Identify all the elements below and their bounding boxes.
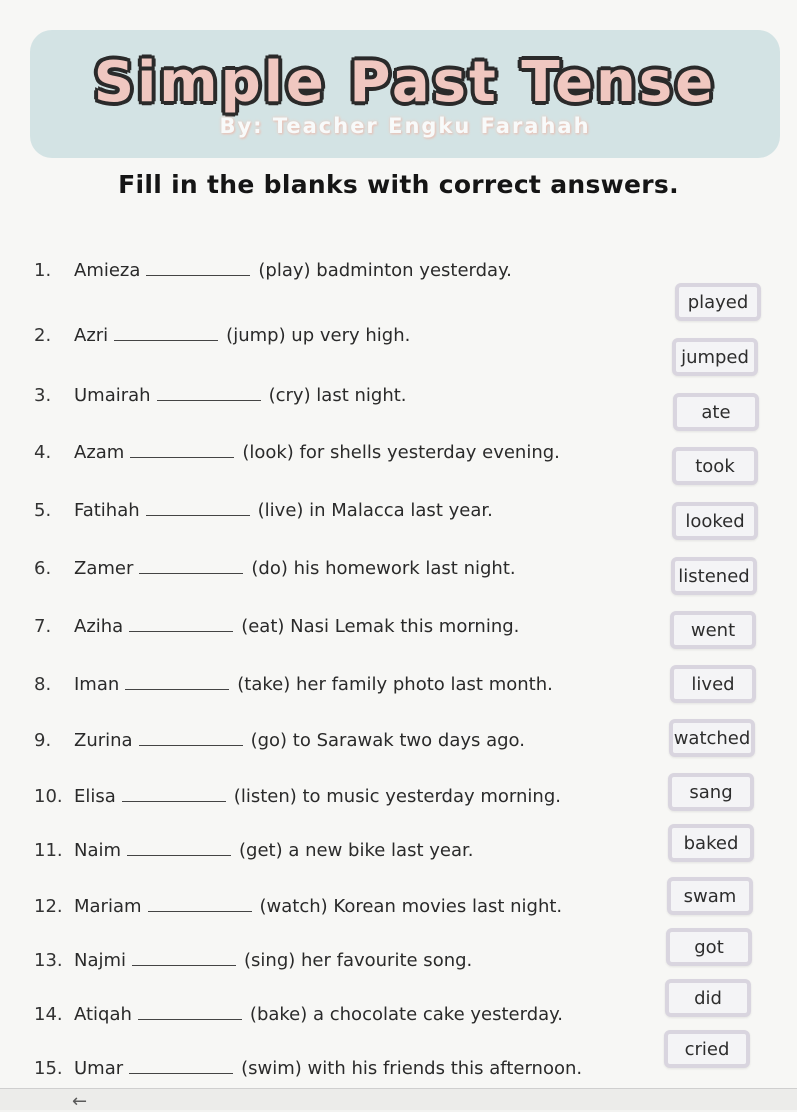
answer-blank[interactable] xyxy=(125,675,229,690)
answer-chip[interactable]: ate xyxy=(673,393,759,431)
answer-chip[interactable]: sang xyxy=(668,773,754,811)
answer-blank[interactable] xyxy=(127,841,231,856)
question-subject: Aziha xyxy=(74,616,124,637)
answer-blank[interactable] xyxy=(132,951,236,966)
answer-chip[interactable]: swam xyxy=(667,877,753,915)
question-item xyxy=(34,558,516,579)
question-text: (do) his homework last night. xyxy=(251,558,516,579)
question-text: (go) to Sarawak two days ago. xyxy=(250,730,525,751)
title-banner xyxy=(30,30,780,158)
question-text: (sing) her favourite song. xyxy=(244,950,473,971)
question-subject: Azam xyxy=(74,442,125,463)
question-item xyxy=(34,1004,563,1025)
question-number: 11. xyxy=(34,840,63,861)
question-subject: Mariam xyxy=(74,896,142,917)
answer-chip[interactable]: played xyxy=(675,283,761,321)
answer-blank[interactable] xyxy=(129,617,233,632)
answer-blank[interactable] xyxy=(139,731,243,746)
answer-chip[interactable]: got xyxy=(666,928,752,966)
question-item xyxy=(34,385,407,406)
question-number: 5. xyxy=(34,500,52,521)
question-number: 3. xyxy=(34,385,52,406)
author-subtitle: By: Teacher Engku Farahah xyxy=(219,114,591,138)
answer-chip[interactable]: lived xyxy=(670,665,756,703)
question-text: (play) badminton yesterday. xyxy=(258,260,512,281)
question-item xyxy=(34,442,560,463)
question-item xyxy=(34,786,561,807)
question-subject: Umairah xyxy=(74,385,151,406)
question-item xyxy=(34,840,473,861)
question-text: (live) in Malacca last year. xyxy=(257,500,493,521)
question-number: 14. xyxy=(34,1004,63,1025)
question-text: (eat) Nasi Lemak this morning. xyxy=(241,616,520,637)
question-subject: Amieza xyxy=(74,260,141,281)
question-subject: Elisa xyxy=(74,786,116,807)
question-text: (cry) last night. xyxy=(268,385,407,406)
question-subject: Azri xyxy=(74,325,109,346)
question-text: (jump) up very high. xyxy=(226,325,411,346)
answer-blank[interactable] xyxy=(139,559,243,574)
question-number: 4. xyxy=(34,442,52,463)
question-subject: Najmi xyxy=(74,950,127,971)
question-text: (take) her family photo last month. xyxy=(237,674,553,695)
answer-chip[interactable]: did xyxy=(665,979,751,1017)
question-text: (look) for shells yesterday evening. xyxy=(242,442,560,463)
answer-chip[interactable]: took xyxy=(672,447,758,485)
answer-chip[interactable]: baked xyxy=(668,824,754,862)
question-number: 10. xyxy=(34,786,63,807)
answer-blank[interactable] xyxy=(157,386,261,401)
answer-chip[interactable]: looked xyxy=(672,502,758,540)
question-subject: Atiqah xyxy=(74,1004,132,1025)
answer-chip[interactable]: went xyxy=(670,611,756,649)
question-item xyxy=(34,896,562,917)
question-item xyxy=(34,325,410,346)
question-item xyxy=(34,260,512,281)
question-text: (bake) a chocolate cake yesterday. xyxy=(249,1004,563,1025)
question-subject: Fatihah xyxy=(74,500,140,521)
question-text: (swim) with his friends this afternoon. xyxy=(241,1058,583,1079)
bottom-toolbar xyxy=(0,1088,797,1110)
question-item xyxy=(34,950,472,971)
answer-blank[interactable] xyxy=(130,443,234,458)
question-number: 12. xyxy=(34,896,63,917)
question-number: 9. xyxy=(34,730,52,751)
back-arrow-icon[interactable]: ← xyxy=(72,1091,88,1112)
question-number: 6. xyxy=(34,558,52,579)
question-subject: Zurina xyxy=(74,730,133,751)
question-subject: Naim xyxy=(74,840,122,861)
answer-chip[interactable]: cried xyxy=(664,1030,750,1068)
question-number: 8. xyxy=(34,674,52,695)
answer-chip[interactable]: listened xyxy=(671,557,757,595)
answer-blank[interactable] xyxy=(148,897,252,912)
question-number: 13. xyxy=(34,950,63,971)
question-subject: Zamer xyxy=(74,558,134,579)
question-item xyxy=(34,500,493,521)
answer-blank[interactable] xyxy=(114,326,218,341)
question-number: 15. xyxy=(34,1058,63,1079)
question-item xyxy=(34,730,525,751)
question-text: (listen) to music yesterday morning. xyxy=(233,786,561,807)
question-item xyxy=(34,1058,582,1079)
question-text: (watch) Korean movies last night. xyxy=(259,896,563,917)
answer-blank[interactable] xyxy=(129,1059,233,1074)
answer-blank[interactable] xyxy=(138,1005,242,1020)
page-title: Simple Past Tense xyxy=(93,50,717,115)
question-text: (get) a new bike last year. xyxy=(239,840,474,861)
question-number: 7. xyxy=(34,616,52,637)
question-number: 2. xyxy=(34,325,52,346)
answer-blank[interactable] xyxy=(146,261,250,276)
answer-blank[interactable] xyxy=(122,787,226,802)
answer-chip[interactable]: jumped xyxy=(672,338,758,376)
instruction-text: Fill in the blanks with correct answers. xyxy=(118,170,679,199)
answer-chip[interactable]: watched xyxy=(669,719,755,757)
question-number: 1. xyxy=(34,260,52,281)
question-item xyxy=(34,674,553,695)
question-subject: Iman xyxy=(74,674,120,695)
question-item xyxy=(34,616,519,637)
answer-blank[interactable] xyxy=(146,501,250,516)
question-subject: Umar xyxy=(74,1058,124,1079)
